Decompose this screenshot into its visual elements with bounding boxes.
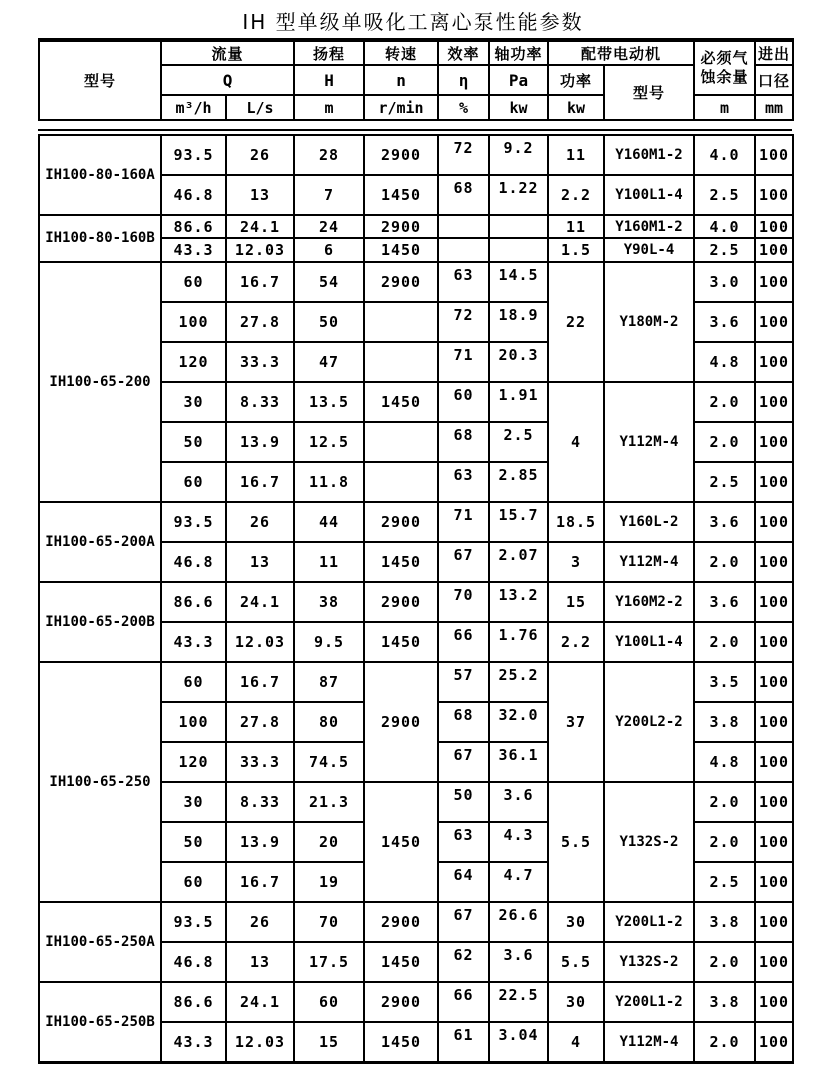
cell-q-ls: 26 <box>226 502 294 542</box>
pump-model-cell: IH100-80-160A <box>39 135 161 215</box>
cell-head: 17.5 <box>294 942 364 982</box>
cell-q-ls: 13 <box>226 942 294 982</box>
header-port-line2: 口径 <box>755 65 793 95</box>
cell-power: 15 <box>548 582 604 622</box>
cell-q-ls: 24.1 <box>226 215 294 239</box>
cell-npsh: 3.8 <box>694 702 755 742</box>
cell-port: 100 <box>755 902 793 942</box>
cell-shaft: 13.2 <box>489 582 548 622</box>
cell-motor: Y112M-4 <box>604 382 694 502</box>
cell-q-ls: 24.1 <box>226 982 294 1022</box>
cell-npsh: 2.0 <box>694 542 755 582</box>
cell-port: 100 <box>755 942 793 982</box>
header-flow: 流量 <box>161 40 294 65</box>
cell-power: 1.5 <box>548 238 604 262</box>
header-motor: 配带电动机 <box>548 40 694 65</box>
cell-eff: 61 <box>438 1022 489 1063</box>
cell-head: 20 <box>294 822 364 862</box>
cell-speed: 2900 <box>364 982 438 1022</box>
pump-model-cell: IH100-65-250 <box>39 662 161 902</box>
header-efficiency-unit: % <box>438 95 489 120</box>
cell-head: 70 <box>294 902 364 942</box>
cell-shaft: 3.04 <box>489 1022 548 1063</box>
cell-q-m3h: 93.5 <box>161 135 226 175</box>
cell-head: 11 <box>294 542 364 582</box>
cell-port: 100 <box>755 782 793 822</box>
header-shaft-power-symbol: Pa <box>489 65 548 95</box>
cell-port: 100 <box>755 982 793 1022</box>
cell-q-ls: 13.9 <box>226 422 294 462</box>
table-row <box>39 582 793 622</box>
cell-q-m3h: 46.8 <box>161 542 226 582</box>
cell-power: 4 <box>548 1022 604 1063</box>
cell-speed <box>364 342 438 382</box>
header-efficiency-symbol: η <box>438 65 489 95</box>
cell-shaft: 3.6 <box>489 782 548 822</box>
cell-motor: Y112M-4 <box>604 1022 694 1063</box>
cell-shaft: 26.6 <box>489 902 548 942</box>
table-row <box>39 262 793 302</box>
cell-speed: 1450 <box>364 942 438 982</box>
cell-q-m3h: 60 <box>161 262 226 302</box>
cell-shaft <box>489 215 548 239</box>
cell-q-m3h: 100 <box>161 702 226 742</box>
cell-npsh: 3.8 <box>694 902 755 942</box>
cell-q-m3h: 100 <box>161 302 226 342</box>
cell-port: 100 <box>755 262 793 302</box>
cell-speed: 2900 <box>364 902 438 942</box>
cell-speed: 2900 <box>364 662 438 782</box>
cell-port: 100 <box>755 462 793 502</box>
cell-q-ls: 16.7 <box>226 662 294 702</box>
cell-motor: Y160L-2 <box>604 502 694 542</box>
header-npsh-line2: 蚀余量 <box>700 68 749 86</box>
cell-power: 30 <box>548 982 604 1022</box>
cell-npsh: 2.0 <box>694 782 755 822</box>
cell-shaft: 32.0 <box>489 702 548 742</box>
cell-motor: Y160M1-2 <box>604 215 694 239</box>
header-head-unit: m <box>294 95 364 120</box>
header-shaft-power-unit: kw <box>489 95 548 120</box>
cell-head: 74.5 <box>294 742 364 782</box>
pump-model-cell: IH100-65-200B <box>39 582 161 662</box>
cell-speed: 2900 <box>364 582 438 622</box>
cell-q-ls: 8.33 <box>226 782 294 822</box>
cell-port: 100 <box>755 822 793 862</box>
table-row <box>39 215 793 239</box>
cell-speed <box>364 422 438 462</box>
header-model: 型号 <box>39 40 161 120</box>
header-npsh-unit: m <box>694 95 755 120</box>
cell-npsh: 2.0 <box>694 942 755 982</box>
cell-head: 80 <box>294 702 364 742</box>
header-flow-unit-ls: L/s <box>226 95 294 120</box>
cell-npsh: 2.0 <box>694 622 755 662</box>
cell-speed: 1450 <box>364 382 438 422</box>
spec-table-body <box>38 134 794 1064</box>
pump-model-cell: IH100-65-200 <box>39 262 161 502</box>
cell-shaft: 2.5 <box>489 422 548 462</box>
cell-port: 100 <box>755 342 793 382</box>
cell-motor: Y180M-2 <box>604 262 694 382</box>
cell-q-m3h: 50 <box>161 822 226 862</box>
cell-head: 11.8 <box>294 462 364 502</box>
cell-speed: 1450 <box>364 782 438 902</box>
cell-power: 3 <box>548 542 604 582</box>
cell-speed: 1450 <box>364 1022 438 1063</box>
cell-q-m3h: 86.6 <box>161 982 226 1022</box>
cell-power: 11 <box>548 215 604 239</box>
page-title: IH 型单级单吸化工离心泵性能参数 <box>242 10 584 34</box>
cell-motor: Y160M2-2 <box>604 582 694 622</box>
cell-speed: 2900 <box>364 262 438 302</box>
cell-q-m3h: 30 <box>161 782 226 822</box>
cell-speed: 2900 <box>364 215 438 239</box>
cell-eff: 71 <box>438 342 489 382</box>
cell-npsh: 3.5 <box>694 662 755 702</box>
cell-power: 2.2 <box>548 622 604 662</box>
cell-eff <box>438 238 489 262</box>
cell-port: 100 <box>755 302 793 342</box>
cell-q-ls: 13 <box>226 542 294 582</box>
cell-motor: Y90L-4 <box>604 238 694 262</box>
cell-shaft: 2.07 <box>489 542 548 582</box>
cell-head: 28 <box>294 135 364 175</box>
cell-port: 100 <box>755 502 793 542</box>
cell-shaft: 25.2 <box>489 662 548 702</box>
cell-shaft: 1.22 <box>489 175 548 215</box>
spec-table-header <box>38 38 794 121</box>
cell-eff: 72 <box>438 302 489 342</box>
cell-q-m3h: 60 <box>161 862 226 902</box>
header-efficiency: 效率 <box>438 40 489 65</box>
cell-q-m3h: 120 <box>161 742 226 782</box>
cell-head: 24 <box>294 215 364 239</box>
header-head-symbol: H <box>294 65 364 95</box>
cell-q-ls: 16.7 <box>226 462 294 502</box>
cell-eff: 68 <box>438 702 489 742</box>
header-flow-unit-m3h: m³/h <box>161 95 226 120</box>
cell-shaft: 9.2 <box>489 135 548 175</box>
cell-head: 6 <box>294 238 364 262</box>
cell-q-m3h: 50 <box>161 422 226 462</box>
cell-head: 50 <box>294 302 364 342</box>
cell-npsh: 2.0 <box>694 422 755 462</box>
cell-npsh: 2.0 <box>694 1022 755 1063</box>
cell-speed: 1450 <box>364 622 438 662</box>
cell-eff: 66 <box>438 622 489 662</box>
cell-q-m3h: 43.3 <box>161 238 226 262</box>
cell-eff: 67 <box>438 542 489 582</box>
cell-q-m3h: 46.8 <box>161 942 226 982</box>
cell-motor: Y100L1-4 <box>604 622 694 662</box>
cell-port: 100 <box>755 1022 793 1063</box>
cell-q-ls: 33.3 <box>226 742 294 782</box>
cell-speed: 1450 <box>364 175 438 215</box>
cell-port: 100 <box>755 862 793 902</box>
cell-port: 100 <box>755 238 793 262</box>
cell-q-ls: 33.3 <box>226 342 294 382</box>
cell-power: 5.5 <box>548 942 604 982</box>
header-motor-model: 型号 <box>604 65 694 120</box>
cell-npsh: 4.0 <box>694 215 755 239</box>
cell-port: 100 <box>755 215 793 239</box>
table-row <box>39 135 793 175</box>
cell-head: 15 <box>294 1022 364 1063</box>
cell-q-m3h: 46.8 <box>161 175 226 215</box>
pump-model-cell: IH100-80-160B <box>39 215 161 262</box>
cell-shaft <box>489 238 548 262</box>
cell-q-ls: 26 <box>226 902 294 942</box>
cell-q-m3h: 86.6 <box>161 582 226 622</box>
cell-port: 100 <box>755 622 793 662</box>
cell-head: 44 <box>294 502 364 542</box>
double-rule <box>38 129 792 131</box>
cell-q-ls: 12.03 <box>226 1022 294 1063</box>
cell-q-m3h: 93.5 <box>161 502 226 542</box>
cell-q-ls: 27.8 <box>226 702 294 742</box>
cell-shaft: 14.5 <box>489 262 548 302</box>
cell-port: 100 <box>755 542 793 582</box>
cell-shaft: 15.7 <box>489 502 548 542</box>
cell-power: 4 <box>548 382 604 502</box>
cell-speed <box>364 302 438 342</box>
cell-q-m3h: 120 <box>161 342 226 382</box>
cell-head: 60 <box>294 982 364 1022</box>
cell-q-m3h: 43.3 <box>161 1022 226 1063</box>
cell-speed: 1450 <box>364 238 438 262</box>
cell-q-ls: 8.33 <box>226 382 294 422</box>
cell-port: 100 <box>755 702 793 742</box>
cell-power: 30 <box>548 902 604 942</box>
cell-eff: 63 <box>438 462 489 502</box>
cell-q-m3h: 30 <box>161 382 226 422</box>
header-speed: 转速 <box>364 40 438 65</box>
cell-npsh: 4.8 <box>694 742 755 782</box>
cell-eff: 67 <box>438 902 489 942</box>
cell-shaft: 2.85 <box>489 462 548 502</box>
cell-q-m3h: 60 <box>161 462 226 502</box>
pump-model-cell: IH100-65-250A <box>39 902 161 982</box>
header-port-unit: mm <box>755 95 793 120</box>
cell-power: 11 <box>548 135 604 175</box>
cell-head: 13.5 <box>294 382 364 422</box>
cell-head: 38 <box>294 582 364 622</box>
cell-eff: 64 <box>438 862 489 902</box>
cell-port: 100 <box>755 662 793 702</box>
cell-speed <box>364 462 438 502</box>
cell-head: 87 <box>294 662 364 702</box>
cell-eff: 68 <box>438 175 489 215</box>
cell-power: 37 <box>548 662 604 782</box>
cell-eff: 71 <box>438 502 489 542</box>
cell-eff: 67 <box>438 742 489 782</box>
cell-power: 5.5 <box>548 782 604 902</box>
header-motor-power: 功率 <box>548 65 604 95</box>
cell-npsh: 2.5 <box>694 862 755 902</box>
cell-motor: Y100L1-4 <box>604 175 694 215</box>
cell-eff: 72 <box>438 135 489 175</box>
cell-head: 9.5 <box>294 622 364 662</box>
cell-head: 19 <box>294 862 364 902</box>
cell-port: 100 <box>755 422 793 462</box>
pump-model-cell: IH100-65-250B <box>39 982 161 1063</box>
cell-q-ls: 26 <box>226 135 294 175</box>
table-row <box>39 982 793 1022</box>
header-port-line1: 进出 <box>755 40 793 65</box>
cell-npsh: 3.6 <box>694 502 755 542</box>
cell-npsh: 3.8 <box>694 982 755 1022</box>
cell-shaft: 4.7 <box>489 862 548 902</box>
cell-shaft: 1.91 <box>489 382 548 422</box>
cell-port: 100 <box>755 742 793 782</box>
header-speed-unit: r/min <box>364 95 438 120</box>
cell-eff: 66 <box>438 982 489 1022</box>
header-flow-symbol: Q <box>161 65 294 95</box>
cell-shaft: 4.3 <box>489 822 548 862</box>
cell-q-m3h: 86.6 <box>161 215 226 239</box>
cell-q-m3h: 93.5 <box>161 902 226 942</box>
cell-eff: 63 <box>438 262 489 302</box>
cell-shaft: 18.9 <box>489 302 548 342</box>
cell-npsh: 2.0 <box>694 382 755 422</box>
cell-shaft: 1.76 <box>489 622 548 662</box>
header-shaft-power: 轴功率 <box>489 40 548 65</box>
cell-npsh: 3.6 <box>694 582 755 622</box>
cell-power: 2.2 <box>548 175 604 215</box>
cell-q-m3h: 60 <box>161 662 226 702</box>
cell-port: 100 <box>755 382 793 422</box>
cell-q-ls: 16.7 <box>226 862 294 902</box>
cell-shaft: 3.6 <box>489 942 548 982</box>
cell-npsh: 4.8 <box>694 342 755 382</box>
cell-motor: Y200L2-2 <box>604 662 694 782</box>
cell-npsh: 2.5 <box>694 238 755 262</box>
cell-eff: 70 <box>438 582 489 622</box>
cell-eff: 50 <box>438 782 489 822</box>
cell-head: 12.5 <box>294 422 364 462</box>
cell-npsh: 4.0 <box>694 135 755 175</box>
cell-npsh: 2.0 <box>694 822 755 862</box>
cell-eff: 63 <box>438 822 489 862</box>
header-npsh <box>694 40 755 95</box>
cell-shaft: 20.3 <box>489 342 548 382</box>
spec-table-tbody <box>39 135 793 1063</box>
cell-q-ls: 27.8 <box>226 302 294 342</box>
cell-head: 47 <box>294 342 364 382</box>
cell-head: 7 <box>294 175 364 215</box>
cell-head: 54 <box>294 262 364 302</box>
cell-q-ls: 13.9 <box>226 822 294 862</box>
cell-eff: 60 <box>438 382 489 422</box>
cell-port: 100 <box>755 582 793 622</box>
header-npsh-line1: 必须气 <box>700 49 749 68</box>
cell-motor: Y160M1-2 <box>604 135 694 175</box>
cell-q-ls: 12.03 <box>226 238 294 262</box>
cell-motor: Y112M-4 <box>604 542 694 582</box>
header-head: 扬程 <box>294 40 364 65</box>
table-row <box>39 502 793 542</box>
cell-q-ls: 24.1 <box>226 582 294 622</box>
cell-npsh: 3.6 <box>694 302 755 342</box>
cell-shaft: 36.1 <box>489 742 548 782</box>
cell-npsh: 2.5 <box>694 175 755 215</box>
cell-motor: Y132S-2 <box>604 782 694 902</box>
cell-speed: 2900 <box>364 135 438 175</box>
cell-q-m3h: 43.3 <box>161 622 226 662</box>
cell-power: 18.5 <box>548 502 604 542</box>
header-motor-power-unit: kw <box>548 95 604 120</box>
cell-q-ls: 16.7 <box>226 262 294 302</box>
cell-speed: 2900 <box>364 502 438 542</box>
table-row <box>39 902 793 942</box>
cell-port: 100 <box>755 135 793 175</box>
cell-q-ls: 13 <box>226 175 294 215</box>
cell-motor: Y132S-2 <box>604 942 694 982</box>
cell-q-ls: 12.03 <box>226 622 294 662</box>
cell-shaft: 22.5 <box>489 982 548 1022</box>
cell-speed: 1450 <box>364 542 438 582</box>
cell-power: 22 <box>548 262 604 382</box>
cell-eff <box>438 215 489 239</box>
cell-eff: 57 <box>438 662 489 702</box>
cell-motor: Y200L1-2 <box>604 982 694 1022</box>
pump-model-cell: IH100-65-200A <box>39 502 161 582</box>
cell-eff: 68 <box>438 422 489 462</box>
cell-port: 100 <box>755 175 793 215</box>
table-row <box>39 662 793 702</box>
cell-eff: 62 <box>438 942 489 982</box>
cell-motor: Y200L1-2 <box>604 902 694 942</box>
cell-npsh: 3.0 <box>694 262 755 302</box>
cell-npsh: 2.5 <box>694 462 755 502</box>
cell-head: 21.3 <box>294 782 364 822</box>
header-speed-symbol: n <box>364 65 438 95</box>
